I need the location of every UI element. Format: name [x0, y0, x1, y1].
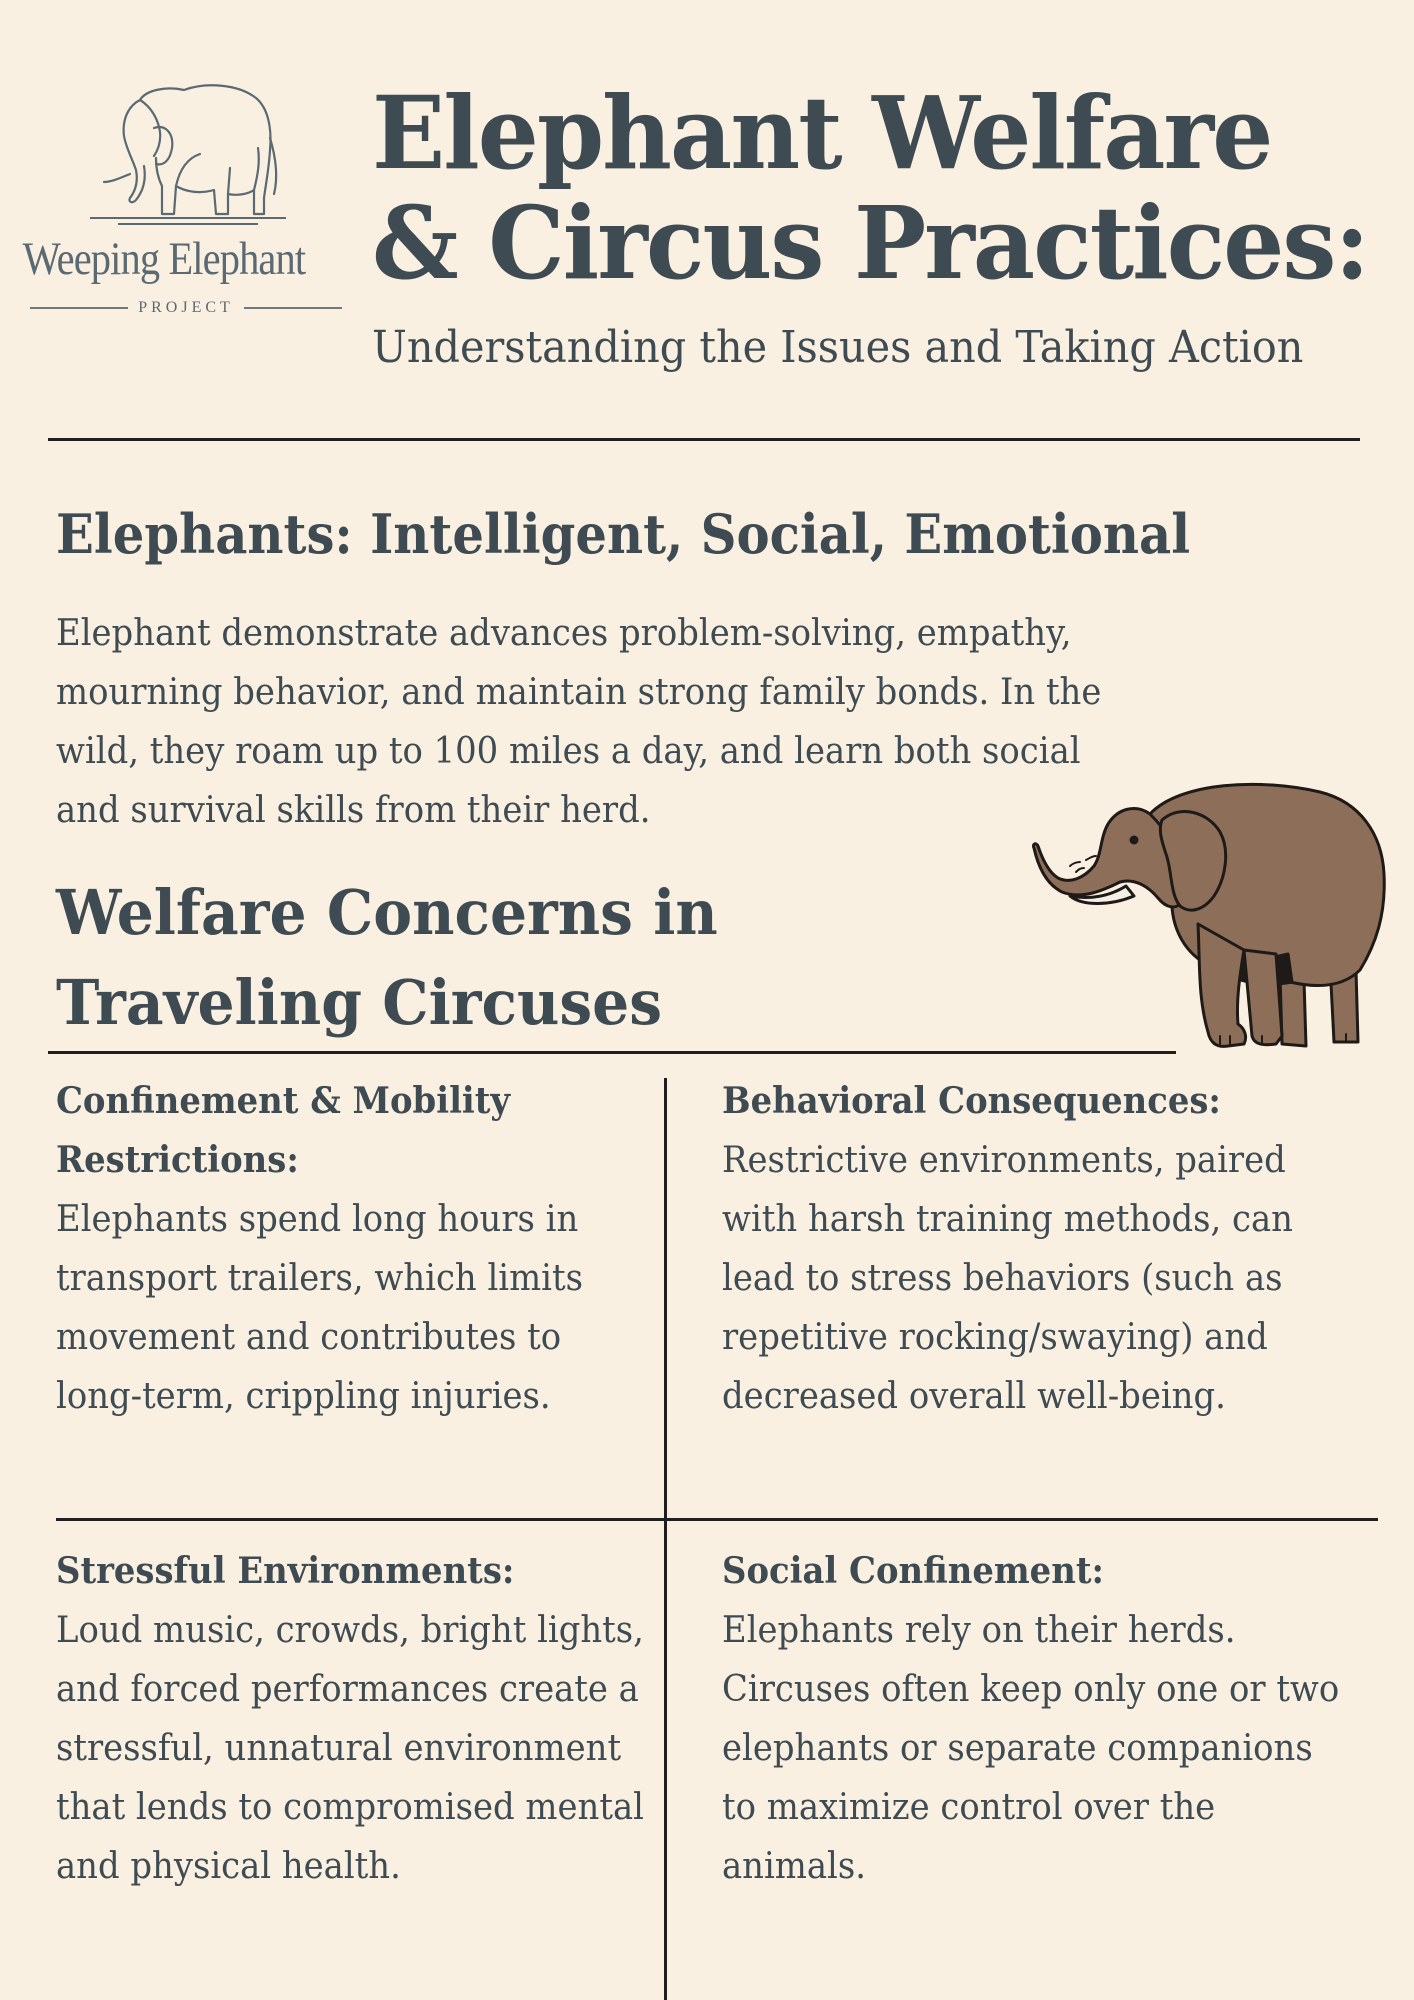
- concern-body: Elephants spend long hours in transport trailers, which limits movement and contributes to long-term, crippling injuries.: [56, 1199, 583, 1417]
- logo-sub-label: PROJECT: [138, 299, 234, 316]
- concerns-heading: Welfare Concerns in Traveling Circuses: [56, 876, 718, 1039]
- concern-card-stressful: [56, 1542, 658, 1896]
- intro-body: Elephant demonstrate advances problem-solving, empathy, mourning behavior, and maintain strong family bonds. In the wild, they roam up to 100 miles a day, and learn both social and survival skills from their herd.: [56, 613, 1102, 831]
- elephant-illustration-icon: [1030, 774, 1390, 1058]
- grid-divider-vertical: [664, 1078, 667, 2000]
- logo-rule-left: [30, 307, 128, 309]
- concerns-divider: [48, 1051, 1176, 1054]
- page-title: [372, 74, 1392, 302]
- concern-title: Behavioral Consequences:: [722, 1080, 1221, 1122]
- logo-subtitle: [30, 296, 342, 320]
- concern-body: Elephants rely on their herds. Circuses often keep only one or two elephants or separate companions to maximize control over the animals.: [722, 1610, 1340, 1887]
- page-title-line-2: & Circus Practices:: [372, 184, 1369, 302]
- concern-body: Restrictive environments, paired with harsh training methods, can lead to stress behaviors (such as repetitive rocking/swaying) and decreased overall well-being.: [722, 1140, 1293, 1417]
- concern-title: Social Confinement:: [722, 1550, 1104, 1592]
- concern-body: Loud music, crowds, bright lights, and forced performances create a stressful, unnatural environment that lends to compromised mental and physical health.: [56, 1610, 644, 1887]
- grid-divider-horizontal: [56, 1518, 1378, 1521]
- concern-title: Stressful Environments:: [56, 1550, 515, 1592]
- page-title-line-1: Elephant Welfare: [372, 74, 1272, 192]
- elephant-logo-icon: [88, 78, 288, 228]
- logo-rule-right: [244, 307, 342, 309]
- header-divider: [48, 438, 1360, 441]
- concern-card-confinement: [56, 1072, 639, 1426]
- concern-card-social: [722, 1542, 1342, 1896]
- intro-heading: Elephants: Intelligent, Social, Emotional: [56, 502, 1191, 566]
- concern-card-behavioral: [722, 1072, 1342, 1426]
- concern-title: Confinement & Mobility Restrictions:: [56, 1080, 511, 1181]
- logo-name: Weeping Elephant: [22, 233, 306, 285]
- page-subtitle: Understanding the Issues and Taking Action: [372, 322, 1304, 373]
